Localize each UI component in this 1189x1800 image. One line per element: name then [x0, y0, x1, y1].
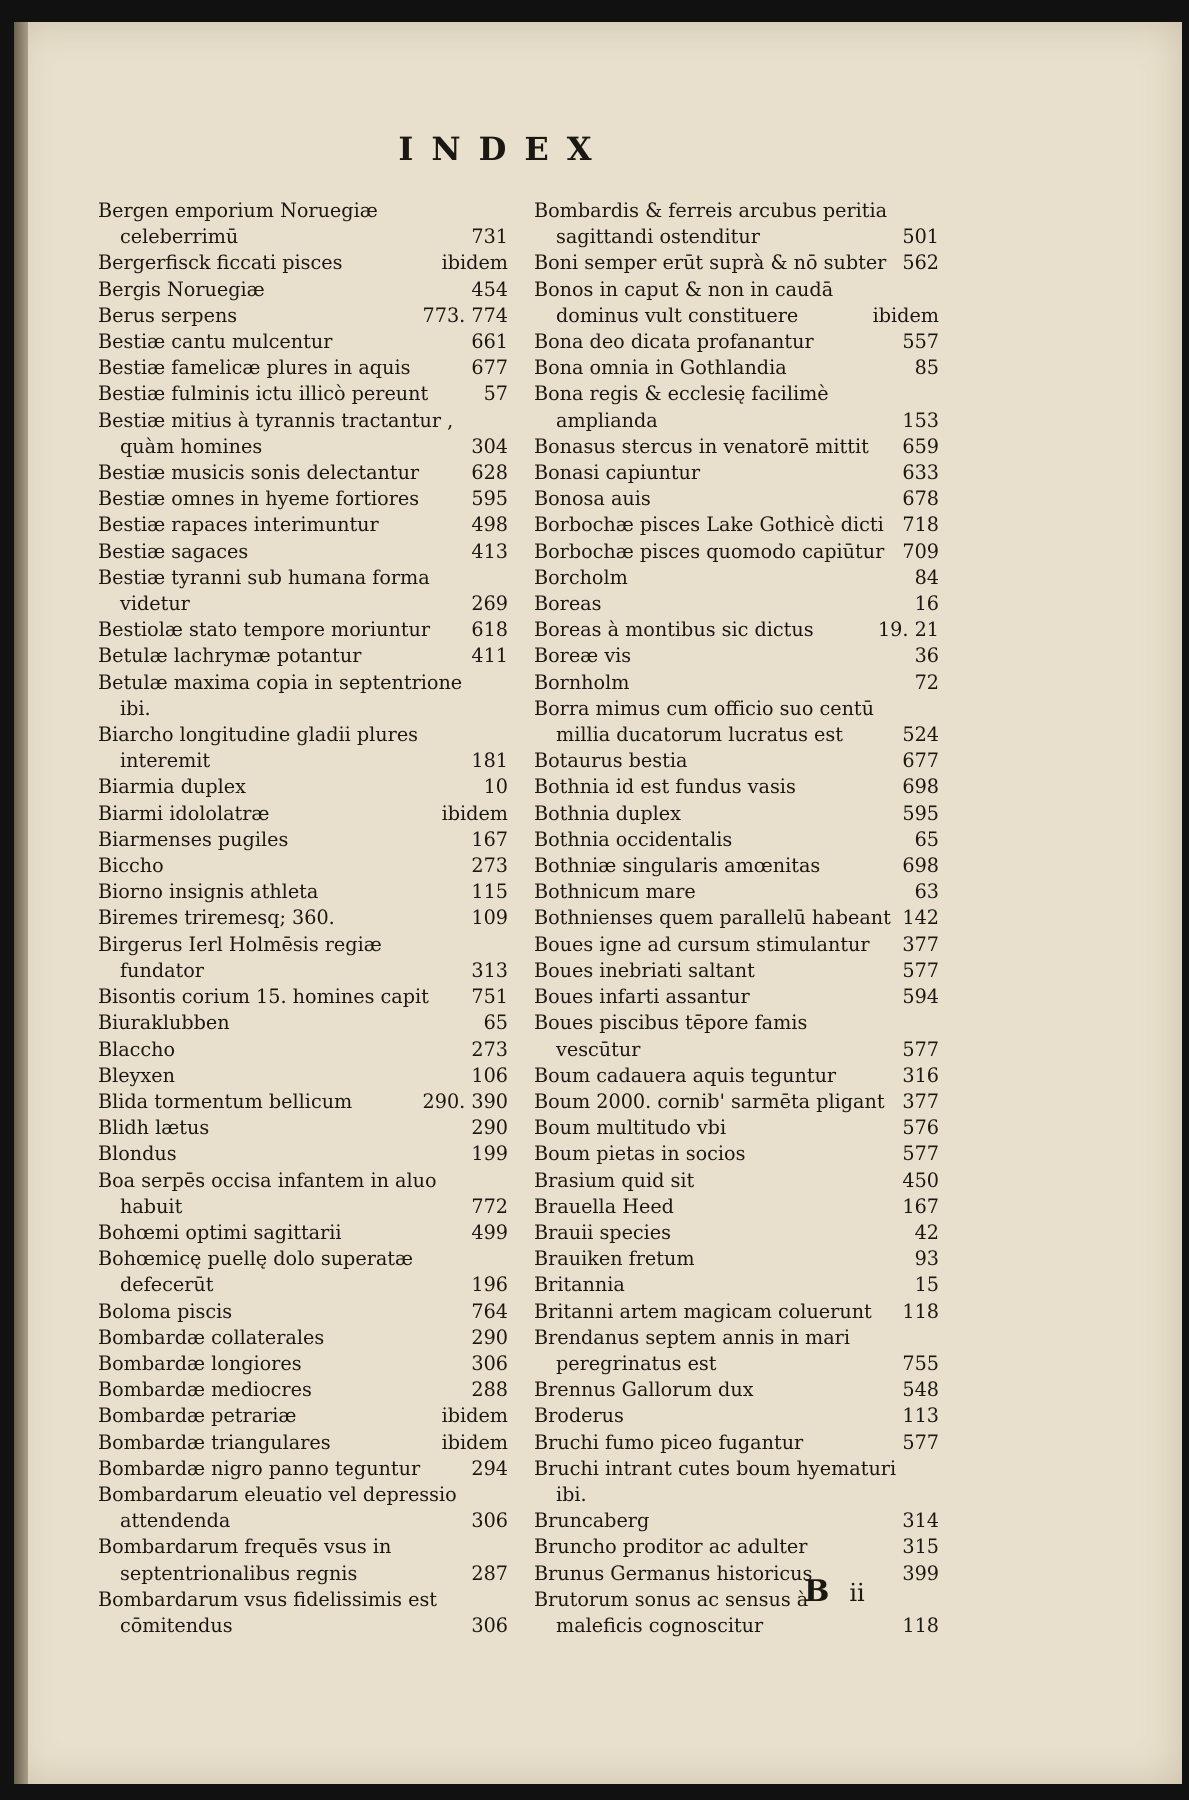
index-entry-text: Boum multitudo vbi [534, 1116, 727, 1140]
index-entry [534, 1587, 939, 1639]
index-entry-text: Bohœmi optimi sagittarii [98, 1220, 342, 1244]
index-entry [98, 408, 508, 460]
index-entry [534, 198, 939, 250]
signature-leaf: ii [849, 1579, 865, 1607]
index-entry-text: Brasium quid sit [534, 1168, 695, 1192]
index-entry [534, 1115, 939, 1141]
index-entry-text: Bombardarum frequēs vsus in septentrionalibus regnis [98, 1535, 392, 1585]
index-column-right [534, 198, 939, 1639]
index-entry [534, 1456, 939, 1508]
index-entry-text: Bisontis corium 15. homines capit [98, 985, 429, 1009]
index-entry-page: 499 [471, 1220, 508, 1244]
index-entry-text: Bruncho proditor ac adulter [534, 1535, 808, 1559]
index-entry [534, 670, 939, 696]
index-entry [534, 1063, 939, 1089]
index-entry-page: 454 [471, 277, 508, 301]
index-entry-page: 661 [471, 330, 508, 354]
index-entry-page: 315 [902, 1535, 939, 1559]
index-entry-page: 577 [902, 1142, 939, 1166]
index-entry-text: Boum pietas in socios [534, 1142, 746, 1166]
index-entry [534, 958, 939, 984]
index-entry-page: 718 [902, 513, 939, 537]
index-entry-text: Bonasus stercus in venatorē mittit [534, 434, 869, 458]
index-entry [534, 1272, 939, 1298]
index-entry-text: Brutorum sonus ac sensus à maleficis cognoscitur [534, 1587, 809, 1637]
index-entry [98, 1141, 508, 1167]
index-entry [98, 1325, 508, 1351]
index-entry-text: Brennus Gallorum dux [534, 1378, 754, 1402]
index-entry [534, 1325, 939, 1377]
index-entry [534, 250, 939, 276]
index-entry-page: 16 [914, 592, 939, 616]
index-entry-text: Borra mimus cum officio suo centū millia ducatorum lucratus est [534, 696, 874, 747]
index-entry-text: Bestiæ tyranni sub humana forma videtur [98, 565, 430, 616]
index-entry [98, 827, 508, 853]
index-entry [534, 1534, 939, 1560]
index-entry-text: Betulæ lachrymæ potantur [98, 644, 362, 668]
index-entry-page: 577 [902, 1430, 939, 1454]
index-entry [534, 277, 939, 329]
index-entry-text: Bergis Noruegiæ [98, 277, 265, 301]
index-entry [534, 1141, 939, 1167]
index-entry-page: 313 [471, 958, 508, 982]
index-entry-text: Boues infarti assantur [534, 985, 750, 1009]
index-entry [98, 512, 508, 538]
index-entry-text: Bombardæ triangulares [98, 1430, 331, 1454]
index-entry-text: Bothnia duplex [534, 801, 681, 825]
index-entry [534, 355, 939, 381]
index-entry [98, 722, 508, 774]
index-entry-page: 498 [471, 513, 508, 537]
index-entry-text: Boreas à montibus sic dictus [534, 618, 814, 642]
index-entry-text: Britanni artem magicam coluerunt [534, 1299, 872, 1323]
index-entry-text: Biccho [98, 854, 164, 878]
index-entry-text: Bornholm [534, 670, 630, 694]
index-entry [98, 1482, 508, 1534]
index-entry-text: Berus serpens [98, 303, 238, 327]
index-entry [534, 1377, 939, 1403]
index-entry-page: 290. 390 [422, 1089, 508, 1113]
index-entry-text: Bombardarum eleuatio vel depressio attendenda [98, 1482, 457, 1533]
index-entry-page: 698 [902, 775, 939, 799]
index-entry-text: Biarmia duplex [98, 775, 246, 799]
index-entry-text: Blaccho [98, 1037, 176, 1061]
index-entry-page: 618 [471, 618, 508, 642]
index-entry [534, 853, 939, 879]
index-entry-text: Bruchi fumo piceo fugantur [534, 1430, 804, 1454]
index-entry-text: Bothnia occidentalis [534, 827, 733, 851]
index-entry [534, 774, 939, 800]
index-entry [534, 565, 939, 591]
index-entry [534, 932, 939, 958]
index-entry-text: Blidh lætus [98, 1116, 210, 1140]
index-entry-page: 63 [914, 880, 939, 904]
index-entry-text: Bestiæ musicis sonis delectantur [98, 461, 420, 485]
index-entry-page: 595 [471, 487, 508, 511]
index-entry-text: Bona regis & ecclesię facilimè amplianda [534, 382, 829, 432]
index-entry [534, 1299, 939, 1325]
index-entry-text: Bergerfisck ficcati pisces [98, 251, 343, 275]
index-entry [98, 1037, 508, 1063]
index-entry-text: Bruchi intrant cutes boum hyematuri ibi. [534, 1456, 897, 1506]
index-entry [98, 984, 508, 1010]
index-entry-page: 167 [471, 827, 508, 851]
index-entry-text: Bombardis & ferreis arcubus peritia sagittandi ostenditur [534, 199, 888, 249]
index-entry-text: Bestiolæ stato tempore moriuntur [98, 618, 431, 642]
index-entry-text: Blondus [98, 1142, 177, 1166]
index-entry-text: Biarmi idololatræ [98, 801, 270, 825]
index-entry-page: 42 [914, 1220, 939, 1244]
index-entry-page: 731 [471, 225, 508, 249]
index-entry [534, 879, 939, 905]
index-entry-text: Brauiken fretum [534, 1247, 695, 1271]
index-entry [98, 1430, 508, 1456]
index-entry-page: 294 [471, 1456, 508, 1480]
index-entry [98, 801, 508, 827]
index-entry-page: 764 [471, 1299, 508, 1323]
index-entry-page: 659 [902, 434, 939, 458]
index-entry [98, 1351, 508, 1377]
index-entry-text: Betulæ maxima copia in septentrione ibi. [98, 670, 463, 720]
index-entry-page: 698 [902, 854, 939, 878]
index-entry [98, 774, 508, 800]
index-entry-page: 273 [471, 854, 508, 878]
index-entry [98, 1168, 508, 1220]
index-entry-text: Birgerus Ierl Holmēsis regiæ fundator [98, 932, 382, 982]
index-entry [534, 1561, 939, 1587]
index-entry-text: Biorno insignis athleta [98, 880, 319, 904]
index-entry-text: Brauii species [534, 1220, 672, 1244]
index-entry [98, 879, 508, 905]
index-entry-text: Bestiæ cantu mulcentur [98, 330, 333, 354]
index-entry-text: Brendanus septem annis in mari peregrinatus est [534, 1325, 850, 1375]
index-entry-text: Boloma piscis [98, 1299, 233, 1323]
index-entry [534, 486, 939, 512]
index-column-left [98, 198, 508, 1639]
index-entry-page: 501 [902, 225, 939, 249]
page-gutter [14, 22, 28, 1784]
index-entry-text: Bothniæ singularis amœnitas [534, 854, 821, 878]
index-entry [534, 801, 939, 827]
index-entry-page: 595 [902, 801, 939, 825]
index-entry-page: 557 [902, 330, 939, 354]
signature-mark [804, 1574, 865, 1609]
index-entry-text: Bestiæ mitius à tyrannis tractantur , quàm homines [98, 408, 454, 458]
index-entry [534, 434, 939, 460]
index-entry [98, 329, 508, 355]
index-entry [98, 1456, 508, 1482]
index-entry-text: Bestiæ omnes in hyeme fortiores [98, 487, 420, 511]
index-entry-text: Boni semper erūt suprà & nō subter [534, 251, 887, 275]
index-entry-page: 548 [902, 1378, 939, 1402]
index-entry-page: 287 [471, 1561, 508, 1585]
index-entry [98, 277, 508, 303]
index-entry-page: 306 [471, 1509, 508, 1533]
index-entry-text: Bohœmicę puellę dolo superatæ defecerūt [98, 1247, 414, 1297]
index-entry-text: Bestiæ fulminis ictu illicò pereunt [98, 382, 429, 406]
index-entry-page: 577 [902, 958, 939, 982]
index-entry-page: 633 [902, 461, 939, 485]
index-entry-text: Borbochæ pisces quomodo capiūtur [534, 539, 885, 563]
index-entry-page: 181 [471, 749, 508, 773]
index-entry-page: ibidem [441, 1430, 508, 1454]
index-entry-text: Bestiæ rapaces interimuntur [98, 513, 379, 537]
index-entry-page: 72 [914, 670, 939, 694]
index-entry-page: 199 [471, 1142, 508, 1166]
index-entry-text: Blida tormentum bellicum [98, 1089, 353, 1113]
index-entry-text: Brunus Germanus historicus [534, 1561, 813, 1585]
index-entry [98, 670, 508, 722]
index-entry [534, 984, 939, 1010]
index-entry-page: 562 [902, 251, 939, 275]
index-entry-text: Borcholm [534, 565, 628, 589]
index-entry [98, 1010, 508, 1036]
index-entry [98, 1220, 508, 1246]
index-entry [98, 1587, 508, 1639]
index-entry-text: Bona deo dicata profanantur [534, 330, 814, 354]
index-entry-text: Bona omnia in Gothlandia [534, 356, 787, 380]
index-entry-page: 85 [914, 356, 939, 380]
index-entry [534, 329, 939, 355]
index-entry [98, 539, 508, 565]
index-entry-page: ibidem [441, 1404, 508, 1428]
index-entry [534, 381, 939, 433]
index-entry-page: ibidem [872, 303, 939, 327]
index-entry [98, 1299, 508, 1325]
index-entry-page: ibidem [441, 801, 508, 825]
index-entry-text: Boues inebriati saltant [534, 958, 755, 982]
index-entry-page: 314 [902, 1509, 939, 1533]
index-entry-page: 10 [483, 775, 508, 799]
index-entry-page: 450 [902, 1168, 939, 1192]
index-entry-page: 269 [471, 592, 508, 616]
index-entry [98, 565, 508, 617]
index-entry-text: Boreas [534, 592, 602, 616]
index-entry-text: Bothnienses quem parallelū habeant [534, 906, 891, 930]
index-entry-page: 84 [914, 565, 939, 589]
index-entry [98, 643, 508, 669]
index-entry-text: Bonos in caput & non in caudā dominus vult constituere [534, 277, 834, 327]
index-entry [534, 748, 939, 774]
index-entry-page: 306 [471, 1613, 508, 1637]
index-entry [534, 1168, 939, 1194]
index-entry [98, 355, 508, 381]
index-entry-text: Bothnicum mare [534, 880, 696, 904]
index-entry-text: Boum cadauera aquis teguntur [534, 1063, 837, 1087]
index-entry [98, 303, 508, 329]
index-entry-page: 772 [471, 1194, 508, 1218]
index-entry-text: Bombardarum vsus fidelissimis est cōmitendus [98, 1587, 438, 1637]
index-entry [534, 1403, 939, 1429]
index-entry-page: 115 [471, 880, 508, 904]
index-entry [98, 617, 508, 643]
index-entry-page: ibidem [441, 251, 508, 275]
index-entry [98, 1089, 508, 1115]
index-entry-text: Bleyxen [98, 1063, 175, 1087]
index-entry-page: 304 [471, 434, 508, 458]
index-entry [98, 1115, 508, 1141]
index-entry-page: 113 [902, 1404, 939, 1428]
index-entry [534, 1010, 939, 1062]
index-entry [534, 696, 939, 748]
index-entry-text: Brauella Heed [534, 1194, 674, 1218]
index-entry-page: 93 [914, 1247, 939, 1271]
index-entry-page: 306 [471, 1351, 508, 1375]
index-entry-text: Biarcho longitudine gladii plures interemit [98, 723, 419, 773]
index-entry-page: 153 [902, 408, 939, 432]
index-entry [534, 460, 939, 486]
index-entry-text: Bestiæ famelicæ plures in aquis [98, 356, 411, 380]
index-entry-page: 57 [483, 382, 508, 406]
index-entry-page: 196 [471, 1273, 508, 1297]
index-entry [534, 1220, 939, 1246]
index-entry-page: 411 [471, 644, 508, 668]
index-entry [98, 1063, 508, 1089]
index-entry-text: Bestiæ sagaces [98, 539, 249, 563]
index-entry-text: Bonosa auis [534, 487, 651, 511]
index-entry [98, 905, 508, 931]
index-entry-text: Bombardæ mediocres [98, 1378, 312, 1402]
index-entry [98, 1246, 508, 1298]
index-entry [98, 1377, 508, 1403]
index-entry-page: 755 [902, 1351, 939, 1375]
index-entry-page: 316 [902, 1063, 939, 1087]
index-entry-page: 677 [471, 356, 508, 380]
index-entry [534, 1430, 939, 1456]
index-entry [534, 617, 939, 643]
index-entry [534, 1246, 939, 1272]
index-entry-page: 577 [902, 1037, 939, 1061]
index-entry-text: Bombardæ collaterales [98, 1325, 325, 1349]
index-entry [98, 486, 508, 512]
index-entry [98, 1534, 508, 1586]
index-entry-page: 751 [471, 985, 508, 1009]
index-entry-text: Bombardæ nigro panno teguntur [98, 1456, 421, 1480]
index-entry [534, 591, 939, 617]
index-entry-page: 142 [902, 906, 939, 930]
index-entry-text: Biarmenses pugiles [98, 827, 289, 851]
index-entry-page: 678 [902, 487, 939, 511]
book-page [14, 22, 1182, 1784]
index-entry-text: Bergen emporium Noruegiæ celeberrimū [98, 199, 378, 249]
index-entry-text: Biuraklubben [98, 1011, 230, 1035]
index-entry-page: 377 [902, 932, 939, 956]
index-entry [534, 1508, 939, 1534]
index-entry-page: 36 [914, 644, 939, 668]
index-entry-text: Boum 2000. cornib' sarmēta pligant [534, 1089, 885, 1113]
index-entry [98, 460, 508, 486]
index-entry [534, 512, 939, 538]
index-entry [98, 250, 508, 276]
index-entry-page: 290 [471, 1116, 508, 1140]
index-entry-text: Boues igne ad cursum stimulantur [534, 932, 870, 956]
index-entry-page: 290 [471, 1325, 508, 1349]
index-entry-page: 576 [902, 1116, 939, 1140]
index-entry [98, 198, 508, 250]
index-entry-text: Bonasi capiuntur [534, 461, 701, 485]
index-entry-text: Borbochæ pisces Lake Gothicè dicti [534, 513, 884, 537]
index-entry-page: 773. 774 [422, 303, 508, 327]
signature-letter: B [804, 1574, 830, 1609]
index-entry-page: 288 [471, 1378, 508, 1402]
index-entry-page: 594 [902, 985, 939, 1009]
index-entry-page: 118 [902, 1613, 939, 1637]
index-entry [534, 539, 939, 565]
index-entry [534, 643, 939, 669]
index-entry-text: Britannia [534, 1273, 625, 1297]
index-entry [98, 1403, 508, 1429]
index-entry-page: 15 [914, 1273, 939, 1297]
index-entry-text: Boa serpēs occisa infantem in aluo habuit [98, 1168, 437, 1218]
page-title: INDEX [398, 130, 610, 168]
index-entry-text: Boreæ vis [534, 644, 632, 668]
index-entry [98, 381, 508, 407]
index-entry-page: 106 [471, 1063, 508, 1087]
index-entry [534, 1194, 939, 1220]
index-entry-text: Boues piscibus tēpore famis vescūtur [534, 1011, 808, 1061]
index-entry-page: 109 [471, 906, 508, 930]
index-entry [534, 1089, 939, 1115]
index-entry-page: 628 [471, 461, 508, 485]
index-entry-page: 413 [471, 539, 508, 563]
index-entry-page: 273 [471, 1037, 508, 1061]
index-entry [98, 853, 508, 879]
index-entry-page: 677 [902, 749, 939, 773]
index-entry-page: 709 [902, 539, 939, 563]
index-entry-page: 167 [902, 1194, 939, 1218]
index-entry-text: Bombardæ petrariæ [98, 1404, 297, 1428]
index-entry-page: 524 [902, 723, 939, 747]
index-entry [534, 827, 939, 853]
index-entry-text: Biremes triremesq; 360. [98, 906, 335, 930]
index-entry-page: 377 [902, 1089, 939, 1113]
index-entry-page: 118 [902, 1299, 939, 1323]
index-entry [98, 932, 508, 984]
index-entry-text: Broderus [534, 1404, 624, 1428]
index-entry-page: 65 [914, 827, 939, 851]
index-entry-page: 19. 21 [877, 618, 939, 642]
index-entry-text: Bombardæ longiores [98, 1351, 302, 1375]
index-entry-page: 65 [483, 1011, 508, 1035]
index-entry-text: Bothnia id est fundus vasis [534, 775, 796, 799]
index-entry [534, 905, 939, 931]
index-entry-text: Botaurus bestia [534, 749, 688, 773]
index-entry-page: 399 [902, 1561, 939, 1585]
index-entry-text: Bruncaberg [534, 1509, 650, 1533]
